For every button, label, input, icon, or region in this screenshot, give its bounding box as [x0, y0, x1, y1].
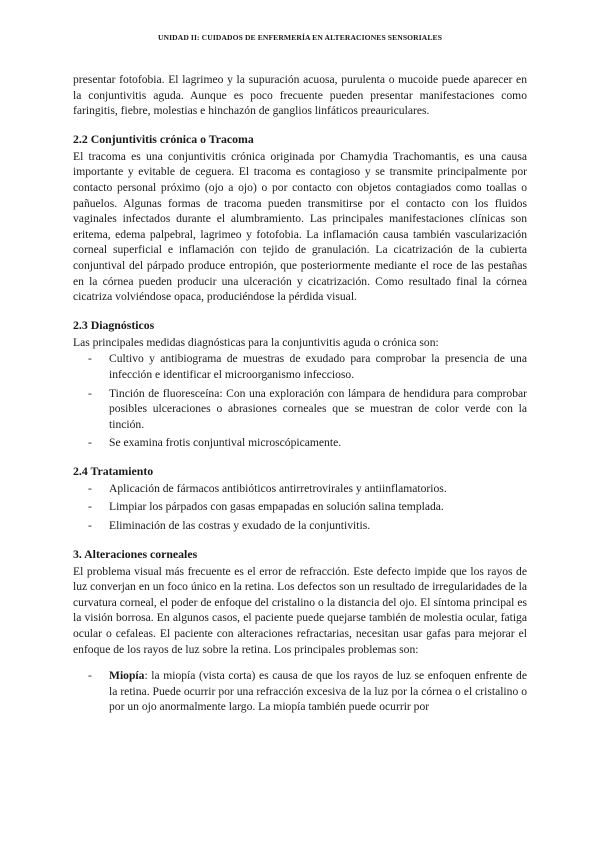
section-3-heading: 3. Alteraciones corneales [73, 546, 198, 561]
diagnostics-list [73, 351, 527, 451]
treatment-list [73, 481, 527, 534]
list-item: - Tinción de fluoresceína: Con una exploración con lámpara de hendidura para comprobar posibles ulceraciones o abrasiones corneales que se muestran de color verde con la tinción. [73, 386, 527, 433]
list-item: - Cultivo y antibiograma de muestras de exudado para comprobar la presencia de una infección e identificar el microorganismo infeccioso. [73, 351, 527, 382]
section-2-4-heading: 2.4 Tratamiento [73, 463, 154, 478]
section-2-3-intro: Las principales medidas diagnósticas para la conjuntivitis aguda o crónica son: [73, 335, 439, 349]
refraction-problems-list [73, 668, 527, 715]
intro-paragraph: presentar fotofobia. El lagrimeo y la supuración acuosa, purulenta o mucoide puede aparecer en la conjuntivitis aguda. Aunque es poco frecuente pueden presentar manifestaciones como faringitis, fiebre, molestias e hinchazón de ganglios linfáticos preauriculares. [73, 73, 527, 118]
section-2-2-paragraph: El tracoma es una conjuntivitis crónica originada por Chamydia Trachomantis, es una causa importante y evitable de ceguera. El tracoma es contagioso y se transmite principalmente por contacto personal próximo (ojo a ojo) o por contacto con objetos contagiados como toallas o pañuelos. Algunas formas de tracoma pueden transmitirse por el contacto con los fluidos vaginales infectados durante el alumbramiento. Las principales manifestaciones clínicas son eritema, edema palpebral, lagrimeo y fotofobia. La inflamación causa también vascularización corneal superficial e inflamación con tejido de granulación. La cicatrización de la cubierta conjuntival del párpado produce entropión, que posteriormente mediante el roce de las pestañas en la córnea pueden producir una ulceración y cicatrización. Como resultado final la córnea cicatriza volviéndose opaca, produciéndose la pérdida visual. [73, 149, 527, 304]
list-item: - Limpiar los párpados con gasas empapadas en solución salina templada. [73, 499, 527, 515]
list-item: - Eliminación de las costras y exudado de la conjuntivitis. [73, 518, 527, 534]
section-2-3-heading: 2.3 Diagnósticos [73, 317, 155, 332]
running-header: UNIDAD II: CUIDADOS DE ENFERMERÍA EN ALTERACIONES SENSORIALES [157, 33, 443, 42]
list-item: - Aplicación de fármacos antibióticos antirretrovirales y antiinflamatorios. [73, 481, 527, 497]
list-item: - Se examina frotis conjuntival microscópicamente. [73, 435, 527, 451]
list-item-myopia [73, 668, 527, 715]
page-content [73, 72, 527, 718]
myopia-description: : la miopía (vista corta) es causa de que los rayos de luz se enfoquen enfrente de la retina. Puede ocurrir por una refracción excesiva de la luz por la córnea o el cristalino o por un ojo anormalmente largo. La miopía también puede ocurrir por [109, 669, 527, 714]
section-3-paragraph: El problema visual más frecuente es el error de refracción. Este defecto impide que los rayos de luz converjan en un foco único en la retina. Los defectos son un resultado de irregularidades de la curvatura corneal, el poder de enfoque del cristalino o la distancia del ojo. El síntoma principal es la visión borrosa. En algunos casos, el paciente puede quejarse también de molestia ocular, fatiga ocular o cefaleas. El paciente con alteraciones refractarias, necesitan usar gafas para mejorar el enfoque de los rayos de luz sobre la retina. Los principales problemas son: [73, 564, 527, 656]
section-2-2-heading: 2.2 Conjuntivitis crónica o Tracoma [73, 131, 254, 146]
myopia-term: Miopía [109, 669, 145, 683]
